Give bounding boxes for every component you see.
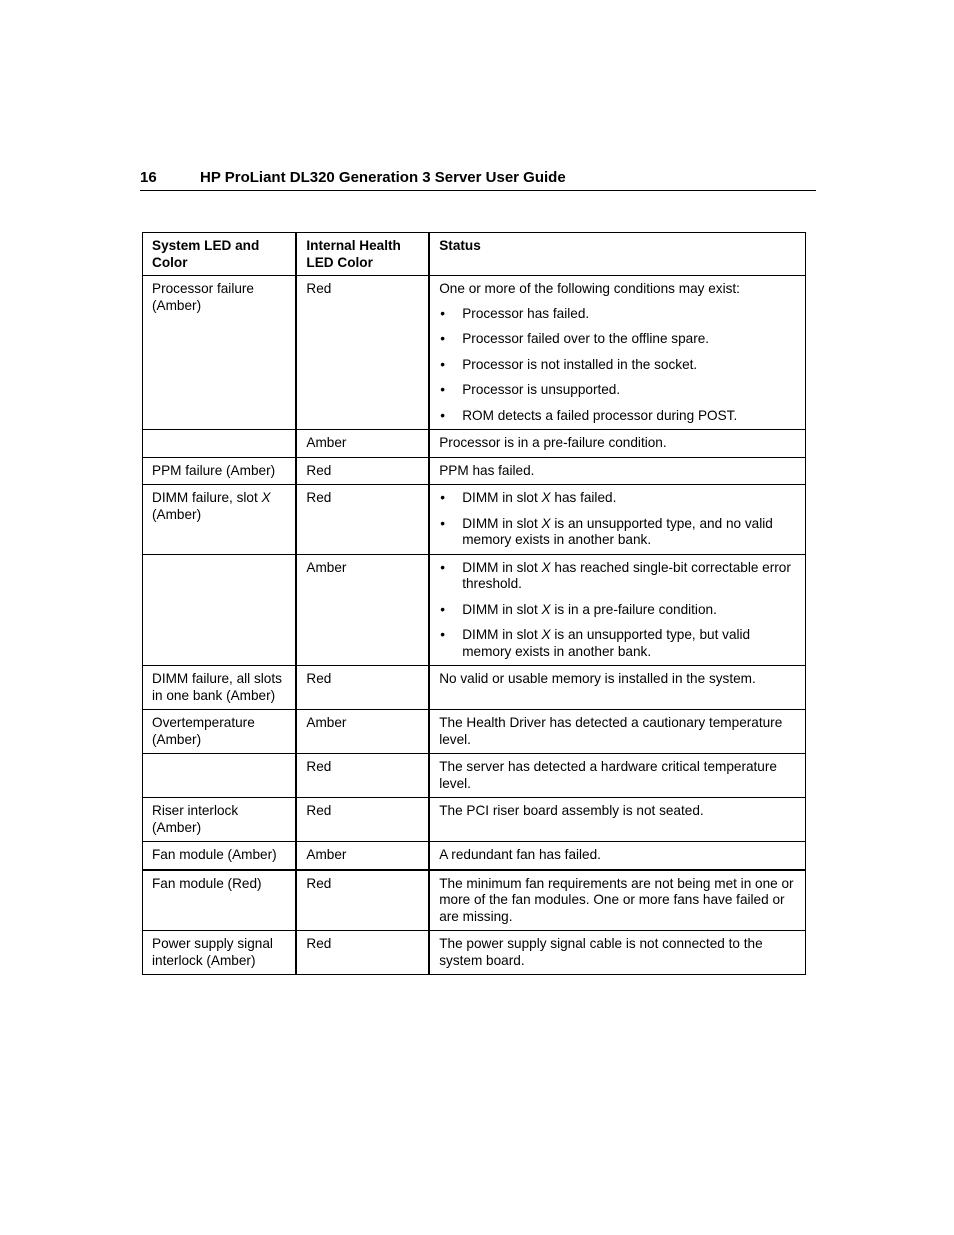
status-cell (429, 870, 805, 931)
status-cell (429, 276, 805, 430)
system-led-cell: Power supply signal interlock (Amber) (143, 931, 297, 975)
status-bullet-list (439, 306, 796, 425)
system-led-cell: Fan module (Red) (143, 870, 297, 931)
status-cell (429, 710, 805, 754)
status-cell (429, 430, 805, 458)
internal-health-cell: Red (296, 457, 429, 485)
slot-variable: X (541, 490, 551, 505)
status-text: The PCI riser board assembly is not seated. (439, 803, 704, 818)
internal-health-cell: Red (296, 798, 429, 842)
table-row (143, 666, 806, 710)
table-row (143, 457, 806, 485)
internal-health-cell: Amber (296, 842, 429, 870)
status-text: PPM has failed. (439, 462, 535, 478)
system-led-cell: Fan module (Amber) (143, 842, 297, 870)
status-text: The power supply signal cable is not connected to the system board. (439, 936, 763, 968)
status-bullet-list (439, 560, 796, 661)
status-bullet-item: • Processor has failed. (439, 306, 796, 323)
column-header-internal-health: Internal Health LED Color (296, 233, 429, 276)
page-number: 16 (140, 169, 157, 186)
status-bullet-item: • DIMM in slot X is an unsupported type, but valid memory exists in another bank. (439, 627, 796, 660)
table-body (143, 276, 806, 975)
internal-health-cell: Amber (296, 554, 429, 666)
column-header-status: Status (429, 233, 805, 276)
system-led-cell: DIMM failure, slot X (Amber) (143, 485, 297, 555)
table-row (143, 276, 806, 430)
internal-health-cell: Red (296, 276, 429, 430)
system-led-cell (143, 754, 297, 798)
internal-health-cell: Amber (296, 430, 429, 458)
internal-health-cell: Red (296, 666, 429, 710)
table-row (143, 931, 806, 975)
system-led-cell (143, 554, 297, 666)
table-row (143, 842, 806, 870)
column-header-system-led: System LED and Color (143, 233, 297, 276)
table-row (143, 485, 806, 555)
status-text: No valid or usable memory is installed in the system. (439, 671, 756, 686)
status-bullet-item: • Processor failed over to the offline spare. (439, 331, 796, 348)
internal-health-cell: Amber (296, 710, 429, 754)
slot-variable: X (541, 559, 551, 575)
system-led-cell: Riser interlock (Amber) (143, 798, 297, 842)
table-row (143, 710, 806, 754)
internal-health-cell: Red (296, 931, 429, 975)
table-row (143, 870, 806, 931)
slot-variable: X (261, 490, 271, 505)
status-cell (429, 485, 805, 555)
table-header-row (143, 233, 806, 276)
status-bullet-item: • DIMM in slot X has reached single-bit correctable error threshold. (439, 560, 796, 593)
document-title: HP ProLiant DL320 Generation 3 Server User Guide (200, 169, 566, 186)
slot-variable: X (541, 515, 551, 531)
status-text: Processor is in a pre-failure condition. (439, 435, 667, 450)
table-row (143, 430, 806, 458)
status-bullet-item: • Processor is unsupported. (439, 382, 796, 399)
system-led-cell: Overtemperature (Amber) (143, 710, 297, 754)
status-bullet-item: • Processor is not installed in the socket. (439, 357, 796, 374)
status-cell (429, 666, 805, 710)
status-cell (429, 457, 805, 485)
system-led-cell: DIMM failure, all slots in one bank (Amber) (143, 666, 297, 710)
status-cell (429, 842, 805, 870)
status-cell (429, 754, 805, 798)
status-cell (429, 798, 805, 842)
table-row (143, 554, 806, 666)
status-cell (429, 554, 805, 666)
status-text: The Health Driver has detected a cautionary temperature level. (439, 715, 783, 747)
status-bullet-item: • DIMM in slot X is an unsupported type, and no valid memory exists in another bank. (439, 516, 796, 549)
status-bullet-item: • ROM detects a failed processor during POST. (439, 408, 796, 425)
table-row (143, 798, 806, 842)
status-cell (429, 931, 805, 975)
status-intro-text: One or more of the following conditions may exist: (439, 281, 740, 296)
slot-variable: X (541, 627, 551, 642)
internal-health-cell: Red (296, 485, 429, 555)
internal-health-cell: Red (296, 870, 429, 931)
internal-health-cell: Red (296, 754, 429, 798)
led-status-table (142, 232, 806, 975)
system-led-cell (143, 430, 297, 458)
status-bullet-list (439, 490, 796, 549)
table-row (143, 754, 806, 798)
status-text: The minimum fan requirements are not being met in one or more of the fan modules. One or more fans have failed or are missing. (439, 875, 794, 924)
status-text: A redundant fan has failed. (439, 847, 601, 862)
system-led-cell: PPM failure (Amber) (143, 457, 297, 485)
page-header (140, 168, 816, 191)
system-led-cell: Processor failure (Amber) (143, 276, 297, 430)
slot-variable: X (541, 601, 551, 617)
status-bullet-item: • DIMM in slot X is in a pre-failure condition. (439, 602, 796, 619)
status-bullet-item: • DIMM in slot X has failed. (439, 490, 796, 507)
status-text: The server has detected a hardware critical temperature level. (439, 759, 777, 791)
